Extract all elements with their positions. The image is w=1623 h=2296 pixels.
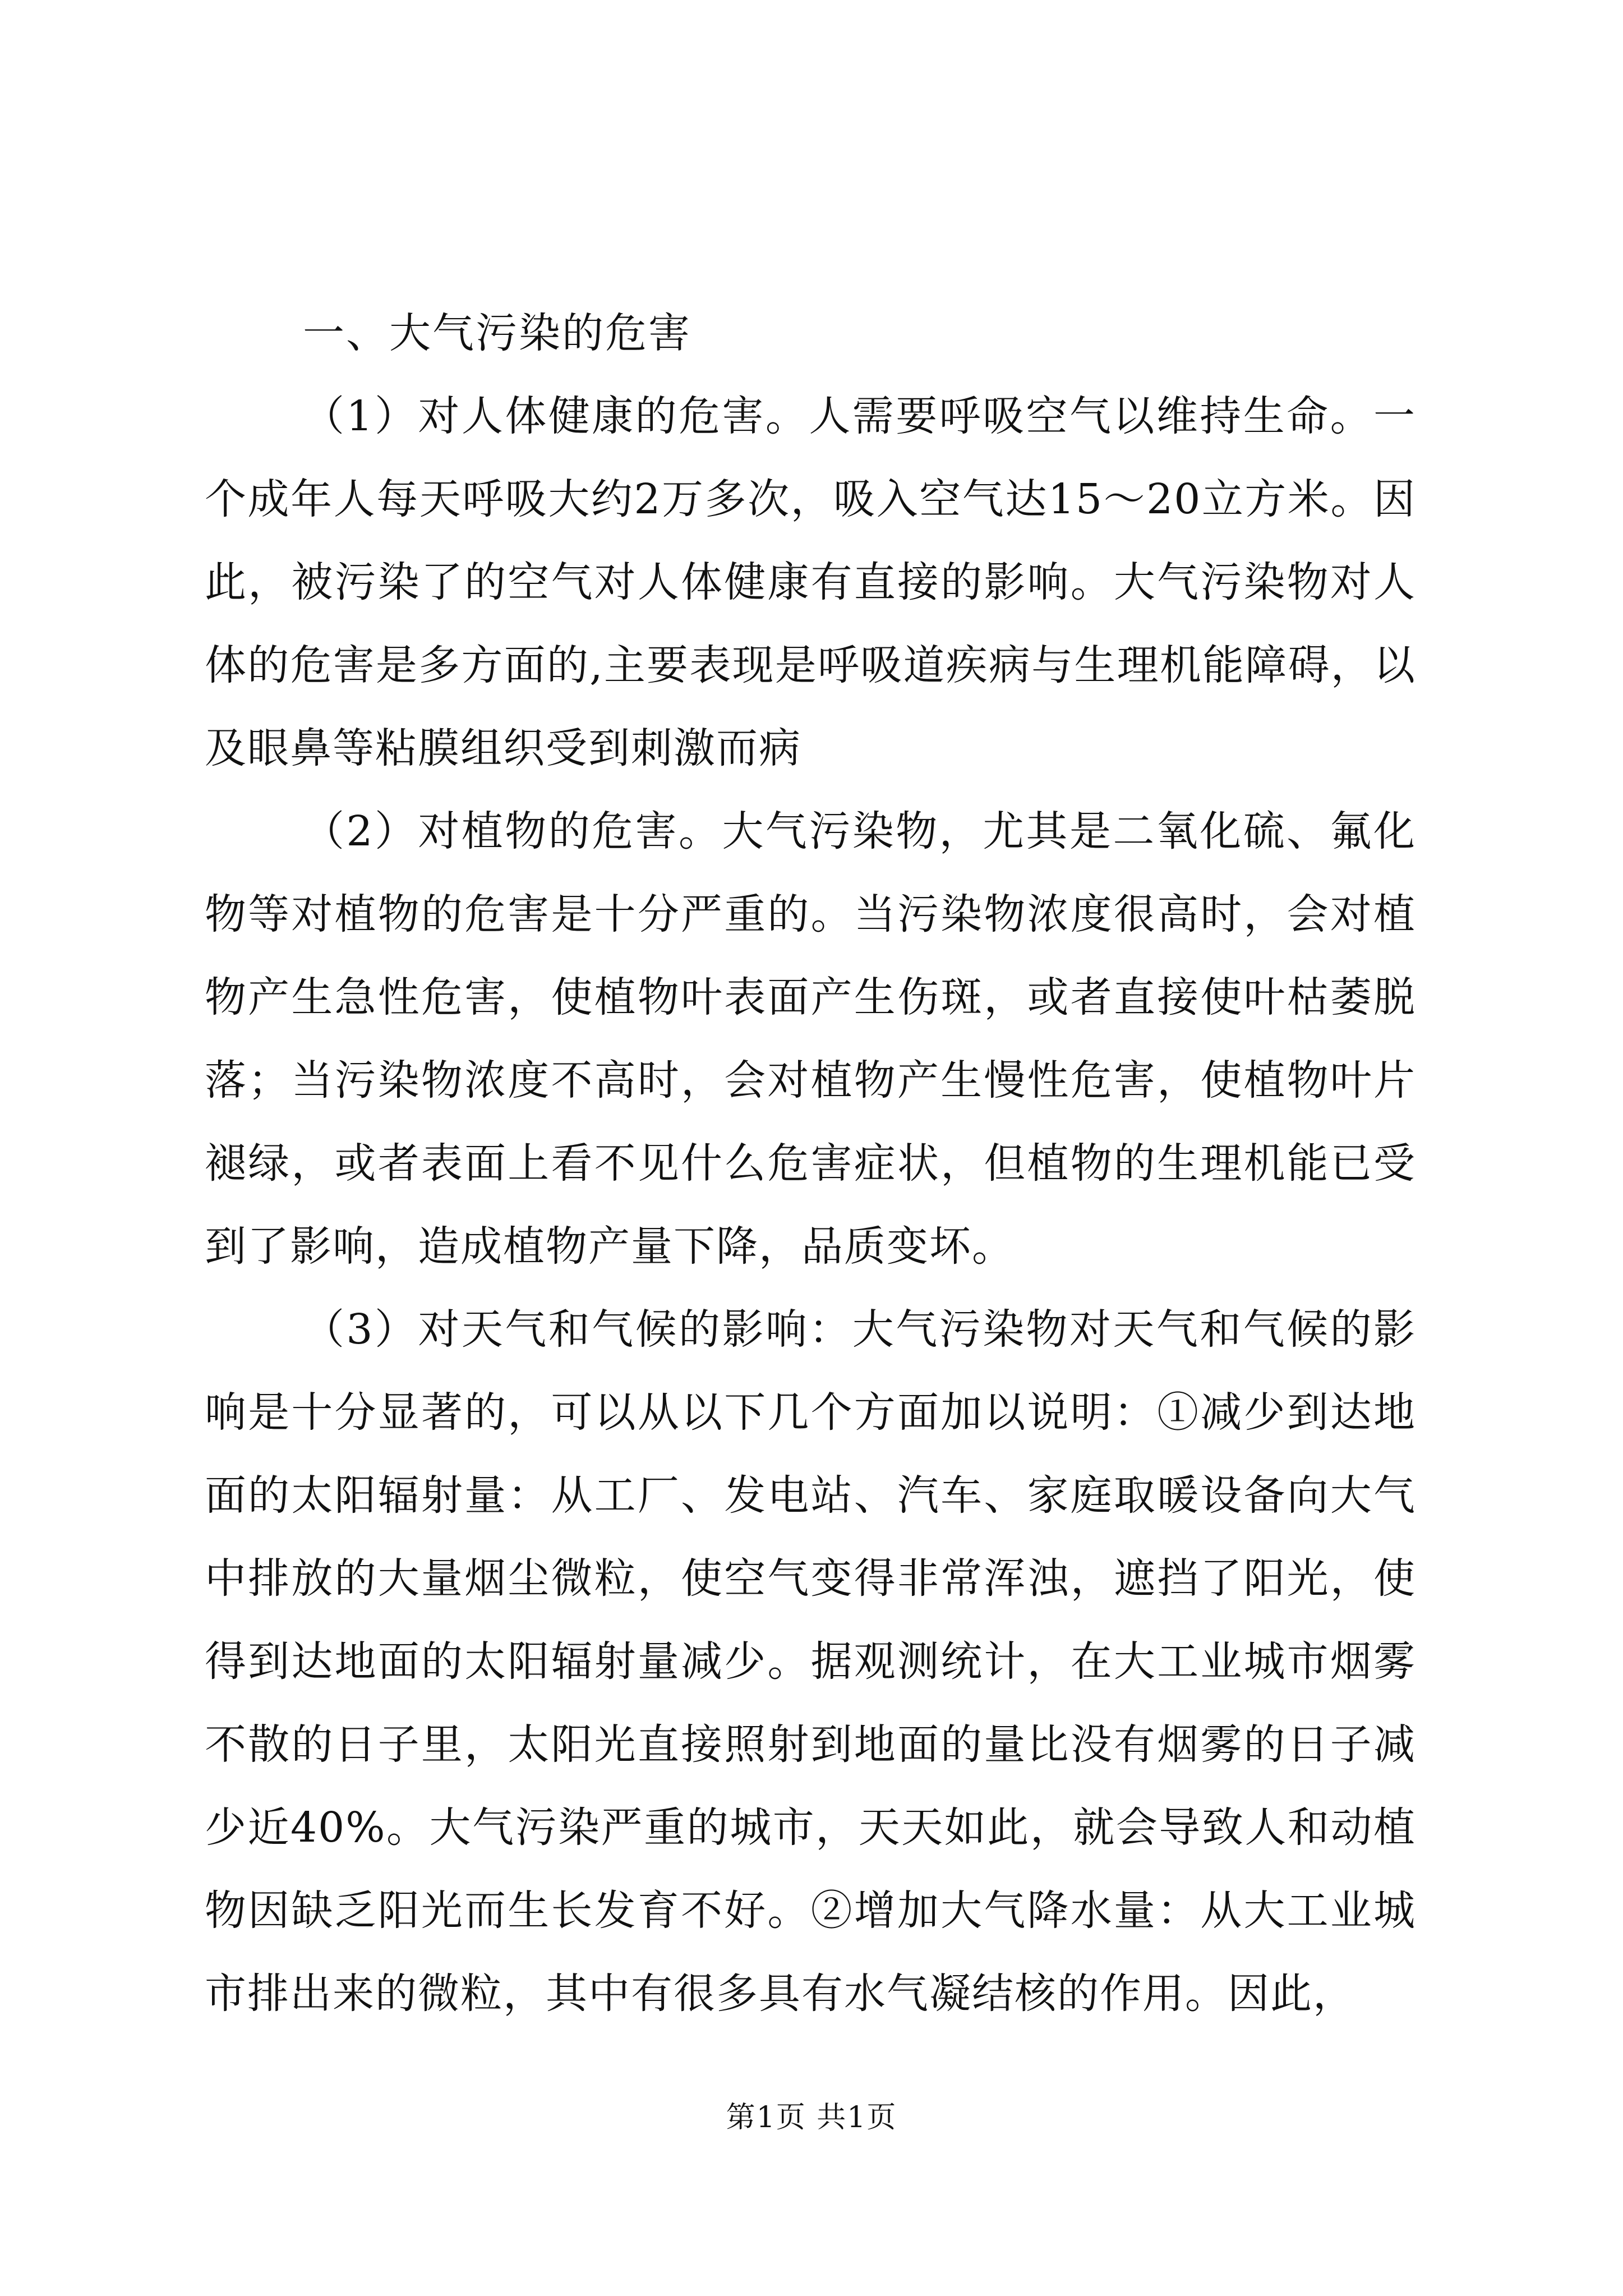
section-heading: 一、大气污染的危害 [303, 309, 691, 357]
page-footer: 第1页 共1页 [726, 2101, 897, 2134]
document-body [205, 292, 1416, 2035]
paragraph-climate: （3）对天气和气候的影响：大气污染物对天气和气候的影响是十分显著的，可以从以下几个方面加以说明：①减少到达地面的太阳辐射量：从工厂、发电站、汽车、家庭取暖设备向大气中排放的大量烟尘微粒，使空气变得非常浑浊，遮挡了阳光，使得到达地面的太阳辐射量减少。据观测统计，在大工业城市烟雾不散的日子里，太阳光直接照射到地面的量比没有烟雾的日子减少近40%。大气污染严重的城市，天天如此，就会导致人和动植物因缺乏阳光而生长发育不好。②增加大气降水量：从大工业城市排出来的微粒，其中有很多具有水气凝结核的作用。因此， [205, 1305, 1416, 2018]
paragraph-health: （1）对人体健康的危害。人需要呼吸空气以维持生命。一个成年人每天呼吸大约2万多次，吸入空气达15～20立方米。因此，被污染了的空气对人体健康有直接的影响。大气污染物对人体的危害是多方面的,主要表现是呼吸道疾病与生理机能障碍，以及眼鼻等粘膜组织受到刺激而病 [205, 392, 1416, 772]
paragraph-plants: （2）对植物的危害。大气污染物，尤其是二氧化硫、氟化物等对植物的危害是十分严重的。当污染物浓度很高时，会对植物产生急性危害，使植物叶表面产生伤斑，或者直接使叶枯萎脱落；当污染物浓度不高时，会对植物产生慢性危害，使植物叶片褪绿，或者表面上看不见什么危害症状，但植物的生理机能已受到了影响，造成植物产量下降，品质变坏。 [205, 807, 1416, 1271]
